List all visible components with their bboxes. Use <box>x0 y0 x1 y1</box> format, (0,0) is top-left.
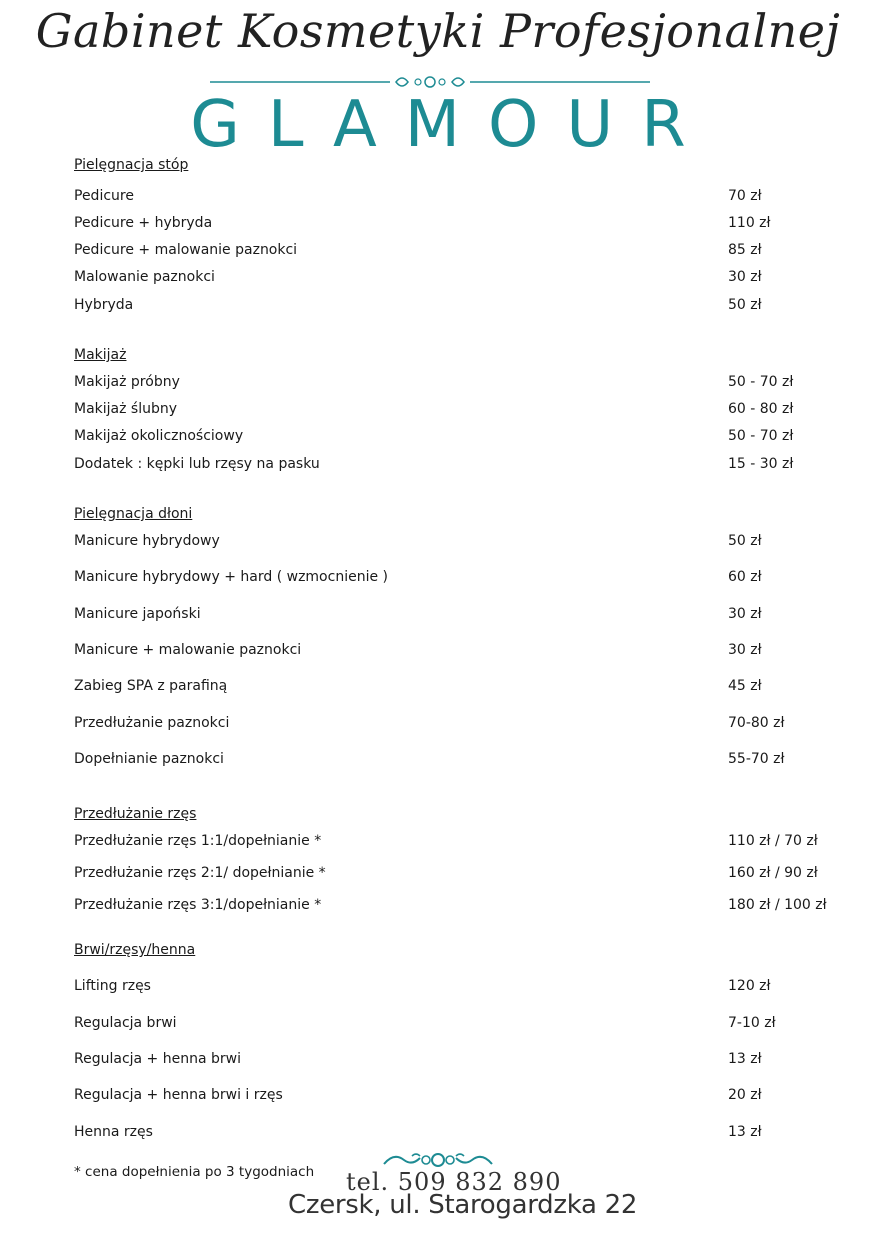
service-name: Dopełnianie paznokci <box>74 751 224 767</box>
service-name: Manicure japoński <box>74 606 201 622</box>
service-price: 60 zł <box>728 569 762 585</box>
section-title: Przedłużanie rzęs <box>74 806 197 822</box>
service-name: Dodatek : kępki lub rzęsy na pasku <box>74 456 320 472</box>
service-price: 50 - 70 zł <box>728 428 794 444</box>
service-price: 50 zł <box>728 533 762 549</box>
service-name: Pedicure <box>74 188 134 204</box>
service-name: Pedicure + hybryda <box>74 215 213 231</box>
section-title: Pielęgnacja stóp <box>74 157 189 173</box>
service-price: 160 zł / 90 zł <box>728 865 818 881</box>
service-name: Pedicure + malowanie paznokci <box>74 242 298 258</box>
service-price: 30 zł <box>728 269 762 285</box>
service-name: Przedłużanie rzęs 1:1/dopełnianie * <box>74 833 322 849</box>
service-price: 30 zł <box>728 642 762 658</box>
section-title: Pielęgnacja dłoni <box>74 506 193 522</box>
section-title: Brwi/rzęsy/henna <box>74 942 196 958</box>
service-price: 15 - 30 zł <box>728 456 794 472</box>
service-price: 30 zł <box>728 606 762 622</box>
service-name: Hybryda <box>74 297 134 313</box>
service-price: 70-80 zł <box>728 715 785 731</box>
service-price: 70 zł <box>728 188 762 204</box>
service-name: Przedłużanie rzęs 2:1/ dopełnianie * <box>74 865 326 881</box>
service-name: Przedłużanie rzęs 3:1/dopełnianie * <box>74 897 322 913</box>
footer-ornament <box>382 1150 494 1170</box>
service-name: Henna rzęs <box>74 1124 153 1140</box>
service-price: 180 zł / 100 zł <box>728 897 827 913</box>
service-name: Makijaż ślubny <box>74 401 178 417</box>
service-name: Lifting rzęs <box>74 978 151 994</box>
service-name: Makijaż próbny <box>74 374 180 390</box>
section-title: Makijaż <box>74 347 127 363</box>
service-price: 50 zł <box>728 297 762 313</box>
service-price: 20 zł <box>728 1087 762 1103</box>
service-name: Manicure hybrydowy + hard ( wzmocnienie ) <box>74 569 388 585</box>
service-price: 7-10 zł <box>728 1015 776 1031</box>
service-price: 60 - 80 zł <box>728 401 794 417</box>
service-name: Malowanie paznokci <box>74 269 215 285</box>
service-price: 85 zł <box>728 242 762 258</box>
service-price: 50 - 70 zł <box>728 374 794 390</box>
service-name: Manicure hybrydowy <box>74 533 220 549</box>
service-name: Makijaż okolicznościowy <box>74 428 244 444</box>
service-price: 13 zł <box>728 1124 762 1140</box>
service-name: Regulacja + henna brwi i rzęs <box>74 1087 283 1103</box>
service-name: Regulacja + henna brwi <box>74 1051 241 1067</box>
service-name: Manicure + malowanie paznokci <box>74 642 302 658</box>
service-price: 45 zł <box>728 678 762 694</box>
service-price: 110 zł / 70 zł <box>728 833 818 849</box>
phone-number: tel. 509 832 890 <box>346 1168 562 1196</box>
service-name: Regulacja brwi <box>74 1015 177 1031</box>
service-price: 55-70 zł <box>728 751 785 767</box>
footnote: * cena dopełnienia po 3 tygodniach <box>74 1164 315 1180</box>
service-name: Przedłużanie paznokci <box>74 715 230 731</box>
service-price: 110 zł <box>728 215 771 231</box>
address: Czersk, ul. Starogardzka 22 <box>288 1190 638 1220</box>
service-name: Zabieg SPA z parafiną <box>74 678 228 694</box>
salon-script-title: Gabinet Kosmetyki Profesjonalnej <box>35 4 841 58</box>
service-price: 120 zł <box>728 978 771 994</box>
brand-logo-text: GLAMOUR <box>190 88 714 162</box>
service-price: 13 zł <box>728 1051 762 1067</box>
